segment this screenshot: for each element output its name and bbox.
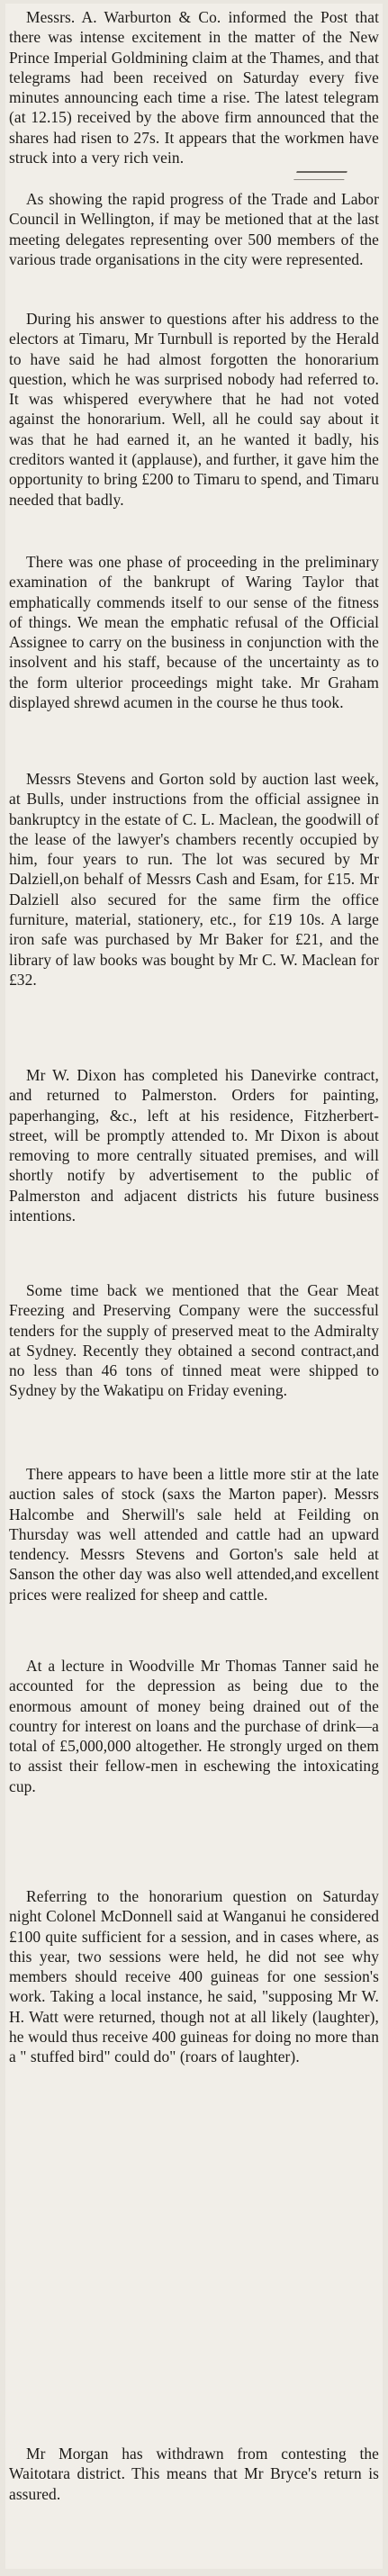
news-item-dixon-painter: Mr W. Dixon has completed his Danevirke contract, and returned to Palmerston. Orders for painting, paperhanging, &c., left at his residence, Fitzherbert-street, will be promptly attended to. Mr Dixon is about removing to more centrally situated premises, and will shortly notify by advertisement to the public of Palmerston and adjacent districts his future business intentions. — [9, 1066, 379, 1225]
section-divider — [293, 171, 347, 180]
news-item-warburton: Messrs. A. Warburton & Co. informed the Post that there was intense excitement in the matter of the New Prince Imperial Goldmining claim at the Thames, and that telegrams had been received on Saturday every five minutes announcing each time a rise. The latest telegram (at 12.15) received by the above firm announced that the shares had risen to 27s. It appears that the workmen have struck into a very rich vein. — [9, 8, 379, 167]
news-item-stock-sales: There appears to have been a little more stir at the late auction sales of stock (saxs the Marton paper). Messrs Halcombe and Sherwill's sale held at Feilding on Thursday was well attended and cattle had an upward tendency. Messrs Stevens and Gorton's sale held at Sanson the other day was also well attended,and excellent prices were realized for sheep and cattle. — [9, 1465, 379, 1604]
news-item-woodville-lecture: At a lecture in Woodville Mr Thomas Tanner said he accounted for the depression as being due to the enormous amount of money being drained out of the country for interest on loans and the purchase of drink—a total of £5,000,000 altogether. He strongly urged on them to assist their fellow-men in eschewing the intoxicating cup. — [9, 1657, 379, 1795]
news-item-mcdonnell-honorarium: Referring to the honorarium question on Saturday night Colonel McDonnell said at Wanganui he considered £100 quite sufficient for a session, and in cases where, as this year, two sessions were held, he did not see why members should receive 400 guineas for one session's work. Taking a local instance, he said, "supposing Mr W. H. Watt were returned, though not at all likely (laughter), he would thus receive 400 guineas for doing no more than a " stuffed bird" could do" (roars of laughter). — [9, 1887, 379, 2066]
news-item-stevens-gorton-auction: Messrs Stevens and Gorton sold by auction last week, at Bulls, under instructions from the official assignee in bankruptcy in the estate of C. L. Maclean, the goodwill of the lease of the lawyer's chambers recently occupied by him, four years to run. The lot was secured by Mr Dalziell,on behalf of Messrs Cash and Esam, for £15. Mr Dalziell also secured for the same firm the office furniture, material, stationery, etc., for £19 10s. A large iron safe was purchased by Mr Baker for £21, and the library of law books was bought by Mr C. W. Maclean for £32. — [9, 770, 379, 989]
news-item-trade-labor-council: As showing the rapid progress of the Trade and Labor Council in Wellington, if may be metioned that at the last meeting delegates representing over 500 members of the various trade organisations in the city were represented. — [9, 190, 379, 268]
news-item-gear-meat: Some time back we mentioned that the Gear Meat Freezing and Preserving Company were the successful tenders for the supply of preserved meat to the Admiralty at Sydney. Recently they obtained a second contract,and no less than 46 tons of tinned meat were shipped to Sydney by the Wakatipu on Friday evening. — [9, 1281, 379, 1400]
news-item-waring-taylor: There was one phase of proceeding in the preliminary examination of the bankrupt of Waring Taylor that emphatically commends itself to our sense of the fitness of things. We mean the emphatic refusal of the Official Assignee to carry on the business in conjunction with the insolvent and his staff, because of the uncertainty as to the form ulterior proceedings might take. Mr Graham displayed shrewd acumen in the course he thus took. — [9, 553, 379, 712]
news-item-morgan-withdrawal: Mr Morgan has withdrawn from contesting the Waitotara district. This means that Mr Bryce's return is assured. — [9, 2445, 379, 2503]
news-item-turnbull-honorarium: During his answer to questions after his address to the electors at Timaru, Mr Turnbull is reported by the Herald to have said he had almost forgotten the honorarium question, which he was surprised nobody had referred to. It was whispered everywhere that he had not voted against the honorarium. Well, all he could say about it was that he had earned it, an he wanted it badly, his creditors wanted it (applause), and further, it gave him the opportunity to bring £200 to Timaru to spend, and Timaru needed that badly. — [9, 310, 379, 509]
newspaper-column — [5, 4, 383, 2569]
